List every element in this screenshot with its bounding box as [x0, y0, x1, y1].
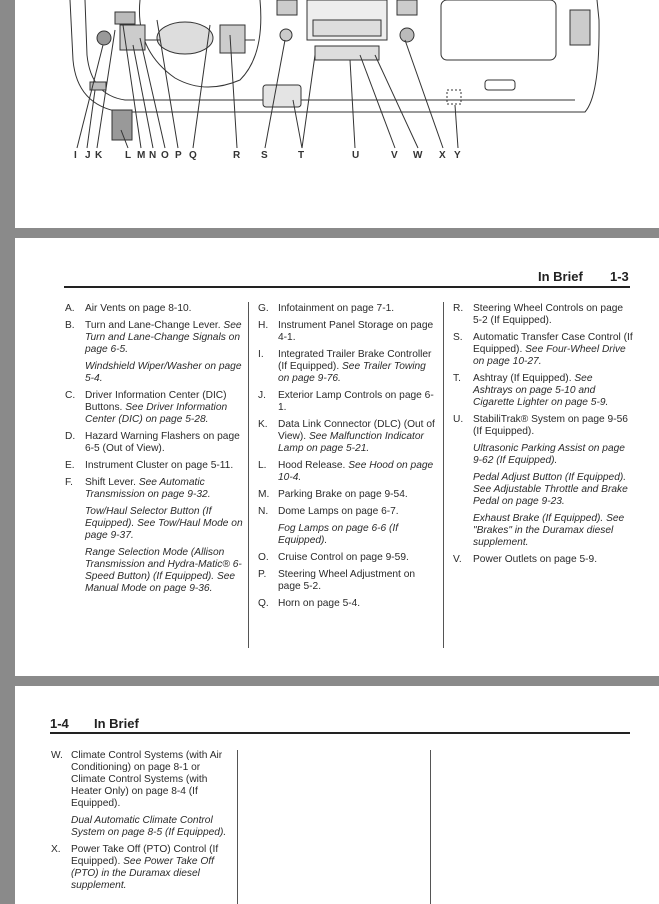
index-entry	[65, 303, 243, 315]
callout-label: Y	[454, 150, 461, 161]
index-entry	[258, 419, 438, 455]
entry-title: Shift Lever.	[85, 477, 136, 488]
entry-title: Air Vents on page 8-10.	[85, 303, 192, 314]
entry-reference: See Power Take Off (PTO) in the Duramax diesel supplement.	[71, 856, 214, 891]
callout-label: R	[233, 150, 241, 161]
callout-label: K	[95, 150, 103, 161]
index-entry	[258, 598, 438, 610]
entry-reference: See Automatic Transmission on page 9-32.	[85, 477, 211, 500]
entry-letter: V.	[453, 554, 462, 565]
index-entry	[258, 349, 438, 385]
entry-letter: Q.	[258, 598, 269, 609]
callout-label: M	[137, 150, 146, 161]
entry-reference: See Hood on page 10-4.	[278, 460, 434, 483]
entry-letter: L.	[258, 460, 267, 471]
callout-letters	[15, 150, 659, 166]
callout-label: I	[74, 150, 77, 161]
callout-label: X	[439, 150, 446, 161]
index-entry	[258, 390, 438, 414]
entry-subitem: Exhaust Brake (If Equipped). See "Brakes" in the Duramax diesel supplement.	[473, 513, 625, 548]
entry-title: Cruise Control on page 9-59.	[278, 552, 409, 563]
entry-letter: X.	[51, 844, 61, 855]
index-entry	[453, 332, 633, 368]
entry-title: Instrument Panel Storage on page 4-1.	[278, 320, 434, 343]
entry-title: Dome Lamps on page 6-7.	[278, 506, 399, 517]
callout-label: T	[298, 150, 305, 161]
entry-letter: A.	[65, 303, 75, 314]
instrument-panel-illustration	[15, 0, 659, 150]
entry-subitem: Fog Lamps on page 6-6 (If Equipped).	[278, 523, 399, 546]
entry-subitem: Ultrasonic Parking Assist on page 9-62 (If Equipped).	[473, 443, 625, 466]
callout-label: J	[85, 150, 91, 161]
entry-title: Turn and Lane-Change Lever.	[85, 320, 221, 331]
column-divider	[443, 302, 444, 648]
entry-subitem: Range Selection Mode (Allison Transmission and Hydra-Matic® 6-Speed Button) (If Equipped). See Manual Mode on page 9-36.	[85, 547, 242, 594]
entry-title: Steering Wheel Controls on page 5-2 (If Equipped).	[473, 303, 624, 326]
entry-title: Ashtray (If Equipped).	[473, 373, 572, 384]
entry-reference: See Driver Information Center (DIC) on page 5-28.	[85, 402, 228, 425]
column-1	[65, 303, 243, 600]
entry-letter: T.	[453, 373, 461, 384]
index-entry	[51, 750, 231, 839]
entry-title: Climate Control Systems (with Air Conditioning) on page 8-1 or Climate Control Systems (with Heater Only) on page 8-4 (If Equipped).	[71, 750, 223, 809]
entry-title: StabiliTrak® System on page 9-56 (If Equipped).	[473, 414, 628, 437]
entry-letter: W.	[51, 750, 63, 761]
entry-letter: J.	[258, 390, 266, 401]
callout-label: P	[175, 150, 182, 161]
index-entry	[65, 390, 243, 426]
callout-label: S	[261, 150, 268, 161]
entry-letter: K.	[258, 419, 268, 430]
column-divider	[248, 302, 249, 648]
entry-title: Automatic Transfer Case Control (If Equipped).	[473, 332, 633, 355]
index-entry	[258, 552, 438, 564]
column-divider	[237, 750, 238, 904]
entry-title: Parking Brake on page 9-54.	[278, 489, 408, 500]
entry-reference: See Ashtrays on page 5-10 and Cigarette Lighter on page 5-9.	[473, 373, 609, 408]
entry-letter: S.	[453, 332, 463, 343]
index-entry	[453, 303, 633, 327]
header-rule	[64, 286, 630, 288]
index-entry	[51, 844, 231, 892]
column-1	[51, 750, 231, 897]
entry-letter: I.	[258, 349, 264, 360]
page-in-brief-1-3	[15, 238, 659, 676]
entry-letter: E.	[65, 460, 75, 471]
entry-reference: See Turn and Lane-Change Signals on page 6-5.	[85, 320, 242, 355]
index-entry	[453, 373, 633, 409]
entry-letter: H.	[258, 320, 269, 331]
index-entry	[258, 489, 438, 501]
entry-letter: U.	[453, 414, 464, 425]
entry-subitem: Windshield Wiper/Washer on page 5-4.	[85, 361, 242, 384]
entry-title: Hazard Warning Flashers on page 6-5 (Out of View).	[85, 431, 240, 454]
entry-reference: See Malfunction Indicator Lamp on page 5-21.	[278, 431, 424, 454]
entry-title: Power Outlets on page 5-9.	[473, 554, 598, 565]
column-divider	[430, 750, 431, 904]
index-entry	[258, 506, 438, 547]
callout-label: L	[125, 150, 132, 161]
section-title: In Brief	[538, 269, 583, 284]
entry-letter: G.	[258, 303, 269, 314]
index-entry	[65, 431, 243, 455]
entry-reference: See Four-Wheel Drive on page 10-27.	[473, 344, 626, 367]
entry-letter: N.	[258, 506, 269, 517]
callout-label: W	[413, 150, 423, 161]
callout-label: N	[149, 150, 157, 161]
entry-title: Steering Wheel Adjustment on page 5-2.	[278, 569, 416, 592]
header-rule	[50, 732, 630, 734]
entry-title: Hood Release.	[278, 460, 346, 471]
page-in-brief-1-4	[15, 686, 659, 904]
index-entry	[258, 569, 438, 593]
entry-title: Power Take Off (PTO) Control (If Equipped).	[71, 844, 219, 867]
entry-letter: C.	[65, 390, 76, 401]
section-title: In Brief	[94, 716, 139, 731]
index-entry	[258, 303, 438, 315]
entry-letter: D.	[65, 431, 76, 442]
entry-subitem: Pedal Adjust Button (If Equipped). See Adjustable Throttle and Brake Pedal on page 9-23.	[473, 472, 628, 507]
callout-label: Q	[189, 150, 197, 161]
entry-letter: B.	[65, 320, 75, 331]
page-number: 1-3	[610, 269, 629, 284]
column-3	[453, 303, 633, 571]
entry-subitem: Tow/Haul Selector Button (If Equipped). See Tow/Haul Mode on page 9-37.	[85, 506, 243, 541]
callout-label: U	[352, 150, 360, 161]
entry-letter: M.	[258, 489, 270, 500]
entry-title: Infotainment on page 7-1.	[278, 303, 395, 314]
index-entry	[65, 477, 243, 595]
entry-letter: F.	[65, 477, 73, 488]
index-entry	[65, 460, 243, 472]
entry-title: Data Link Connector (DLC) (Out of View).	[278, 419, 435, 442]
index-entry	[453, 414, 633, 549]
entry-subitem: Dual Automatic Climate Control System on page 8-5 (If Equipped).	[71, 815, 227, 838]
entry-title: Integrated Trailer Brake Controller (If Equipped).	[278, 349, 432, 372]
entry-reference: See Trailer Towing on page 9-76.	[278, 361, 426, 384]
entry-letter: P.	[258, 569, 267, 580]
column-2	[258, 303, 438, 615]
entry-title: Horn on page 5-4.	[278, 598, 361, 609]
entry-title: Driver Information Center (DIC) Buttons.	[85, 390, 227, 413]
index-entry	[453, 554, 633, 566]
entry-title: Instrument Cluster on page 5-11.	[85, 460, 234, 471]
callout-label: V	[391, 150, 398, 161]
index-entry	[258, 460, 438, 484]
entry-letter: R.	[453, 303, 464, 314]
entry-letter: O.	[258, 552, 269, 563]
entry-title: Exterior Lamp Controls on page 6-1.	[278, 390, 434, 413]
index-entry	[65, 320, 243, 385]
page-number: 1-4	[50, 716, 69, 731]
page-dashboard-illustration	[15, 0, 659, 228]
callout-label: O	[161, 150, 169, 161]
index-entry	[258, 320, 438, 344]
